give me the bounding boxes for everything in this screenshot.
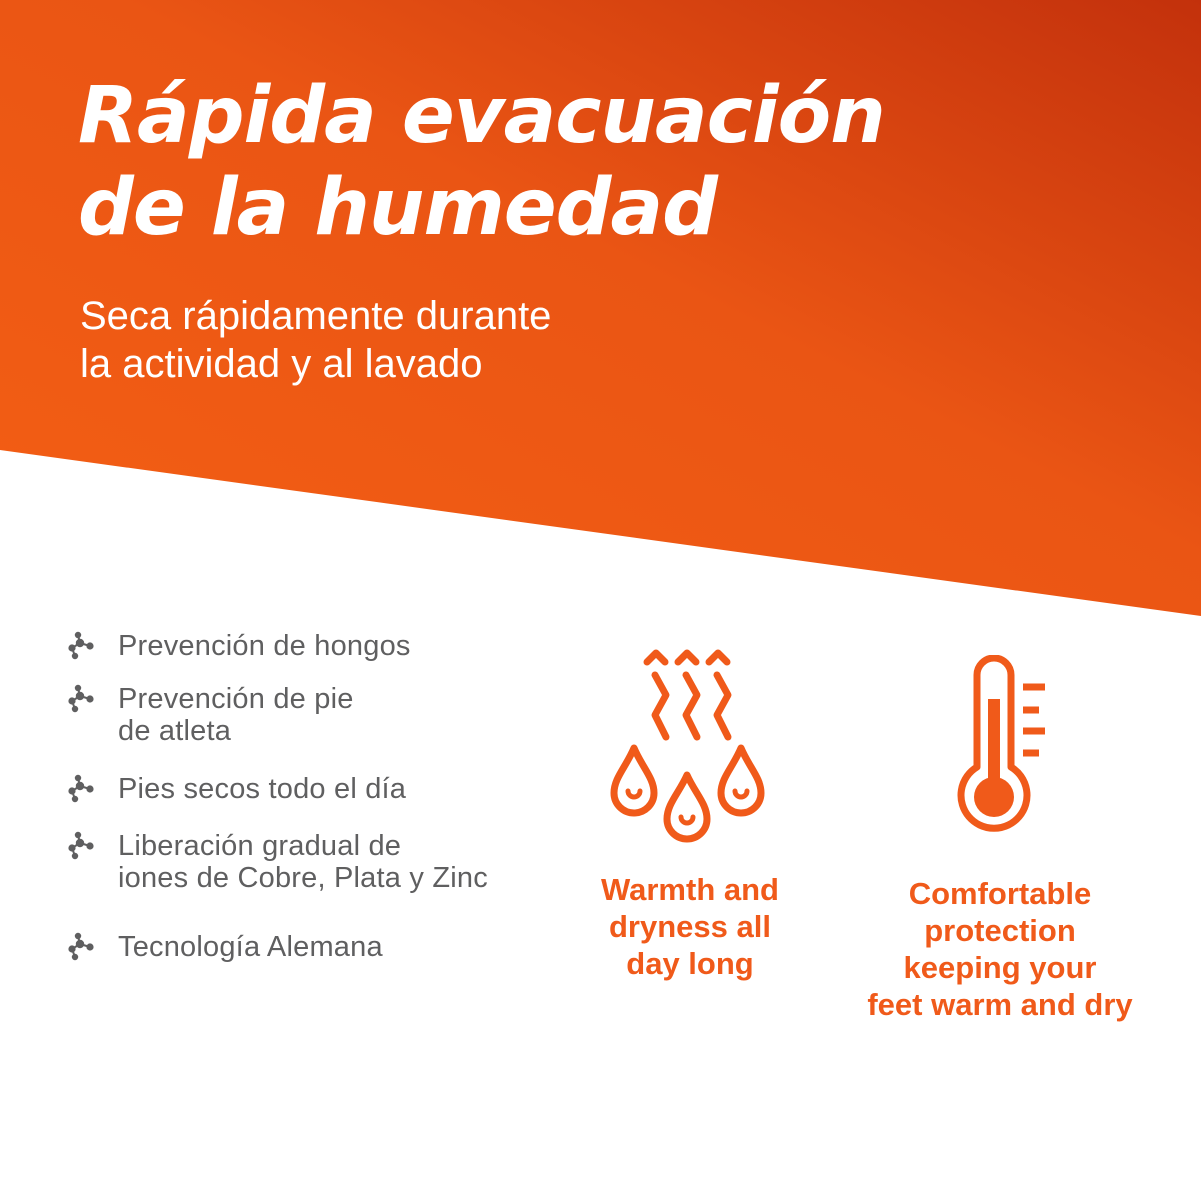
- molecule-icon: [66, 830, 96, 860]
- thermometer-icon: [950, 655, 1060, 840]
- list-item: [66, 630, 411, 662]
- benefit-protection-caption: Comfortable protection keeping your feet warm and dry: [867, 876, 1133, 1022]
- list-item: [66, 773, 406, 805]
- evaporation-drops-icon: [600, 645, 780, 845]
- benefit-dryness-caption: Warmth and dryness all day long: [601, 872, 779, 981]
- page-subtitle: [80, 292, 551, 388]
- page-subtitle-line-1: Seca rápidamente durante: [80, 294, 552, 338]
- benefit-dryness: [600, 645, 780, 845]
- molecule-icon: [66, 683, 96, 713]
- benefit-protection: [950, 655, 1060, 840]
- molecule-icon: [66, 931, 96, 961]
- molecule-icon: [66, 630, 96, 660]
- list-item: [66, 931, 383, 963]
- feature-text: Tecnología Alemana: [118, 931, 383, 963]
- feature-text: Liberación gradual de iones de Cobre, Plata y Zinc: [118, 830, 488, 894]
- page-title-line-1: Rápida evacuación: [78, 71, 885, 161]
- list-item: [66, 683, 354, 747]
- page-title: [78, 70, 885, 254]
- feature-text: Prevención de pie de atleta: [118, 683, 354, 747]
- list-item: [66, 830, 488, 894]
- page-title-line-2: de la humedad: [78, 163, 717, 253]
- page-subtitle-line-2: la actividad y al lavado: [80, 342, 483, 386]
- feature-text: Prevención de hongos: [118, 630, 411, 662]
- molecule-icon: [66, 773, 96, 803]
- feature-text: Pies secos todo el día: [118, 773, 407, 805]
